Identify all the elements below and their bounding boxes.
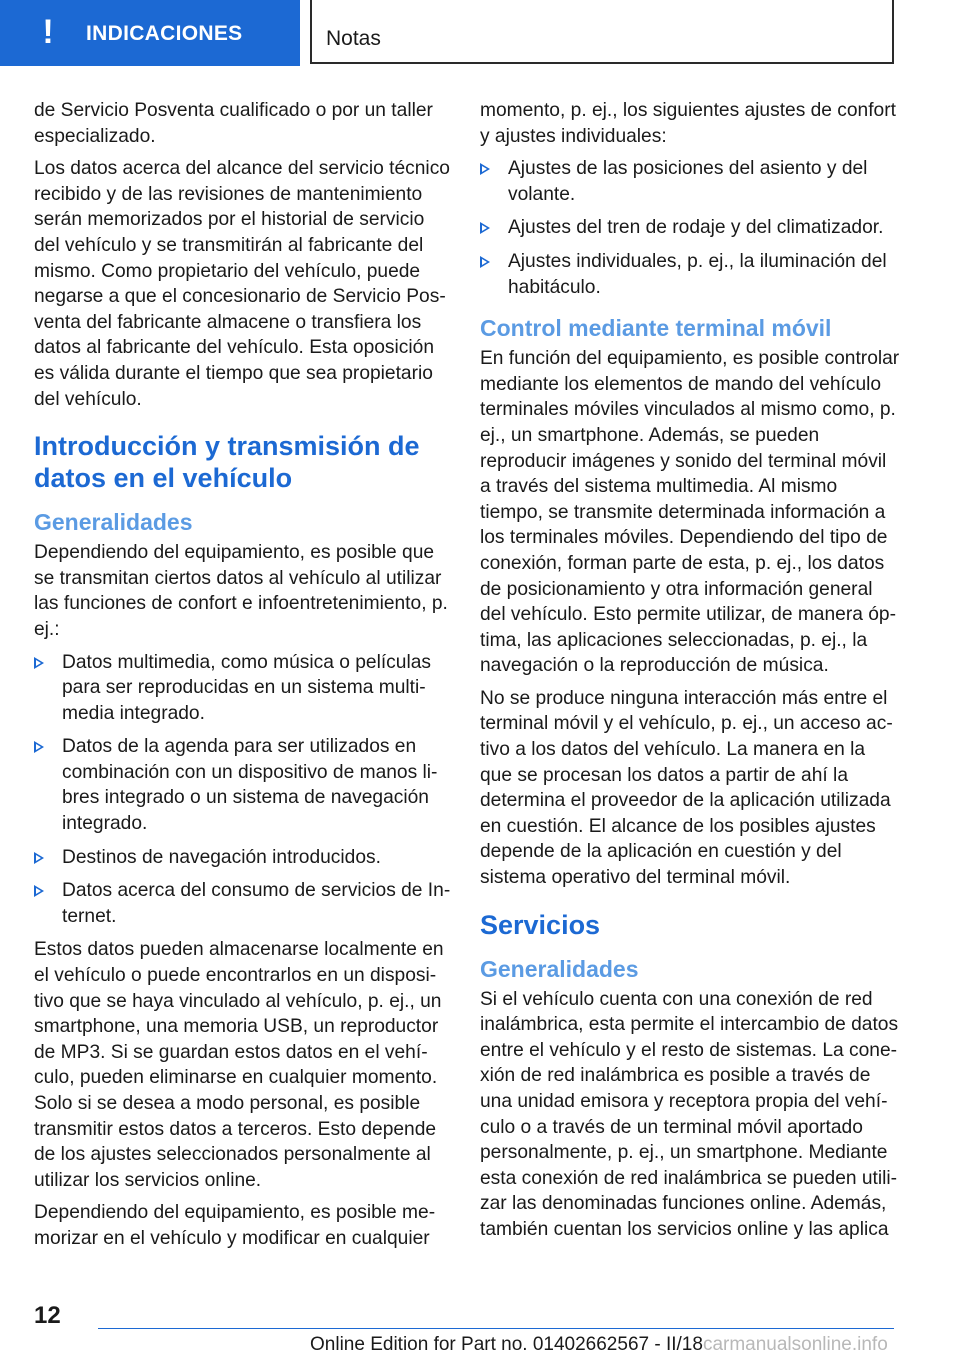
footer-divider xyxy=(98,1328,894,1329)
page-number: 12 xyxy=(34,1302,61,1329)
triangle-bullet-icon xyxy=(480,256,490,268)
left-column xyxy=(34,98,452,1259)
paragraph: Dependiendo del equipamiento, es posible que se transmitan ciertos datos al vehículo al utilizar las funciones de confort e infoentretenimiento, p. ej.: xyxy=(34,542,448,640)
page-header xyxy=(0,0,960,66)
right-column xyxy=(480,98,900,1250)
subsection-heading: Generalidades xyxy=(480,955,639,982)
triangle-bullet-icon xyxy=(34,852,44,864)
footer-edition xyxy=(310,1334,888,1356)
triangle-bullet-icon xyxy=(480,163,490,175)
paragraph: Estos datos pueden almacenarse localmente en el vehículo o puede encontrarlos en un dispositivo que se haya vinculado al vehículo, p. ej., un smartphone, una memoria USB, un reproductor de MP3. Si se guardan estos datos en el vehículo, pueden eliminarse en cualquier momento. Solo si se desea a modo personal, es posible transmitir estos datos a terceros. Esto depende de los ajustes seleccionados personalmente al utilizar los servicios online. xyxy=(34,939,444,1191)
bullet-list xyxy=(34,650,452,930)
list-item: Datos de la agenda para ser utilizados en combinación con un dispositivo de manos libres integrado o un sistema de navegación integrado. xyxy=(34,734,452,836)
paragraph: Los datos acerca del alcance del servicio técnico recibido y de las revisiones de mantenimiento serán memorizados por el historial de servicio del vehículo y se transmitirán al fabricante del mismo. Como propietario del vehículo, puede negarse a que el concesionario de Servicio Posventa del fabricante almacene o transfiera los datos al fabricante del vehículo. Esta oposición es válida durante el tiempo que sea propietario del vehículo. xyxy=(34,158,450,410)
triangle-bullet-icon xyxy=(34,885,44,897)
list-item: Ajustes individuales, p. ej., la iluminación del habitáculo. xyxy=(480,249,900,300)
bullet-list xyxy=(480,156,900,300)
header-title: INDICACIONES xyxy=(86,22,243,45)
triangle-bullet-icon xyxy=(34,741,44,753)
paragraph: momento, p. ej., los siguientes ajustes de confort y ajustes individuales: xyxy=(480,100,896,147)
paragraph: Si el vehículo cuenta con una conexión de red inalámbrica, esta permite el intercambio de datos entre el vehículo y el resto de sistemas. La conexión de red inalámbrica es posible a través de una unidad emisora y receptora propia del vehículo o a través de un terminal móvil aportado personalmente, p. ej., un smartphone. Mediante esta conexión de red inalámbrica se pueden utilizar las denominadas funciones online. Además, también cuentan los servicios online y las aplica xyxy=(480,988,899,1240)
list-item: Ajustes del tren de rodaje y del climatizador. xyxy=(480,215,900,241)
footer-edition-text: Online Edition for Part no. 01402662567 - II/18 xyxy=(310,1334,703,1355)
triangle-bullet-icon xyxy=(34,657,44,669)
header-section-box xyxy=(310,0,894,64)
paragraph: Dependiendo del equipamiento, es posible memorizar en el vehículo y modificar en cualquier xyxy=(34,1202,436,1249)
list-item: Destinos de navegación introducidos. xyxy=(34,845,452,871)
paragraph: En función del equipamiento, es posible controlar mediante los elementos de mando del vehículo terminales móviles vinculados al mismo como, p. ej., un smartphone. Además, se pueden reproducir imágenes y sonido del terminal móvil a través del sistema multimedia. Al mismo tiempo, se transmite determinada información a los terminales móviles. Dependiendo del tipo de conexión, forman parte de esta, p. ej., los datos de posicionamiento y otra información general del vehículo. Esto permite utilizar, de manera óptima, las aplicaciones seleccionadas, p. ej., la navegación o la reproducción de música. xyxy=(480,348,900,677)
list-item: Datos acerca del consumo de servicios de Internet. xyxy=(34,878,452,929)
paragraph: No se produce ninguna interacción más entre el terminal móvil y el vehículo, p. ej., un acceso activo a los datos del vehículo. La manera en la que se procesan los datos a partir de ahí la determina el proveedor de la aplicación utilizada en cuestión. El alcance de los posibles ajustes depende de la aplicación en cuestión y del sistema operativo del terminal móvil. xyxy=(480,687,893,889)
footer-watermark: carmanualsonline.info xyxy=(702,1334,888,1355)
subsection-heading: Control mediante terminal móvil xyxy=(480,315,832,342)
triangle-bullet-icon xyxy=(480,222,490,234)
header-section-label: Notas xyxy=(326,27,381,50)
list-item: Ajustes de las posiciones del asiento y del volante. xyxy=(480,156,900,207)
subsection-heading: Generalidades xyxy=(34,509,193,536)
exclamation-icon: ! xyxy=(42,13,54,51)
header-tab xyxy=(0,0,300,66)
section-heading: Servicios xyxy=(480,909,601,940)
list-item: Datos multimedia, como música o películas para ser reproducidas en un sistema multimedia integrado. xyxy=(34,650,452,727)
paragraph: de Servicio Posventa cualificado o por un taller especializado. xyxy=(34,100,433,147)
section-heading: Introducción y transmisión de datos en el vehículo xyxy=(34,431,420,494)
